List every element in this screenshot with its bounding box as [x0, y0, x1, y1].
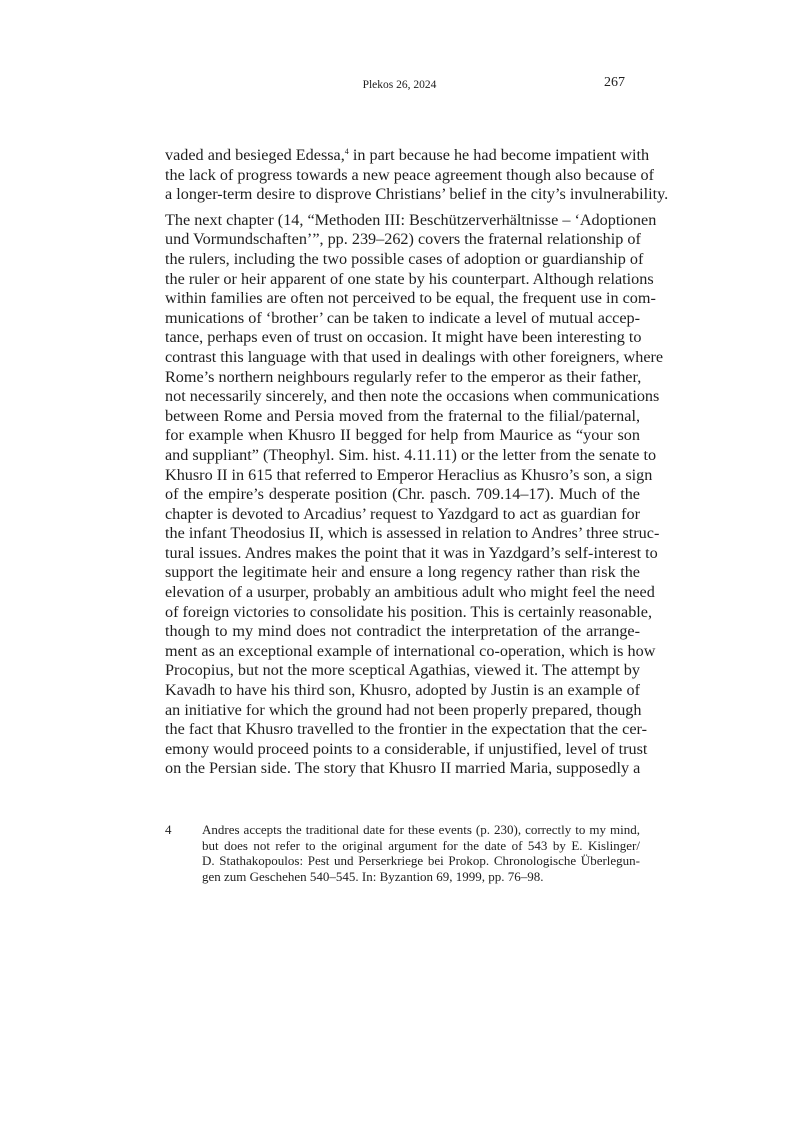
text-line: und Vormundschaften’”, pp. 239–262) covers the fraternal relationship of — [165, 230, 641, 249]
text-span: vaded and besieged Edessa, — [165, 146, 345, 164]
text-line: and suppliant” (Theophyl. Sim. hist. 4.11.11) or the letter from the senate to — [165, 445, 657, 464]
text-line: not necessarily sincerely, and then note the occasions when communications — [165, 387, 660, 406]
footnote-line: D. Stathakopoulos: Pest und Perserkriege bei Prokop. Chronologische Überlegun- — [202, 853, 640, 869]
text-line: the infant Theodosius II, which is assessed in relation to Andres’ three struc- — [165, 524, 660, 543]
text-line: Khusro II in 615 that referred to Emperor Heraclius as Khusro’s son, a sign — [165, 465, 653, 484]
text-line — [165, 146, 650, 166]
text-line: an initiative for which the ground had not been properly prepared, though — [165, 700, 642, 719]
text-span: in part because he had become impatient with — [348, 146, 650, 164]
text-line: a longer-term desire to disprove Christians’ belief in the city’s invulnerability. — [165, 185, 669, 204]
text-line: though to my mind does not contradict the interpretation of the arrange- — [165, 622, 640, 641]
text-line: within families are often not perceived to be equal, the frequent use in com- — [165, 289, 656, 308]
footnote-line: gen zum Geschehen 540–545. In: Byzantion 69, 1999, pp. 76–98. — [202, 868, 544, 884]
text-line: munications of ‘brother’ can be taken to indicate a level of mutual accep- — [165, 308, 640, 327]
footnote-line: but does not refer to the original argument for the date of 543 by E. Kislinger/ — [202, 837, 640, 853]
text-line: support the legitimate heir and ensure a long regency rather than risk the — [165, 563, 640, 582]
text-line: the lack of progress towards a new peace agreement though also because of — [165, 165, 655, 184]
text-line: of the empire’s desperate position (Chr. pasch. 709.14–17). Much of the — [165, 485, 640, 504]
text-line: Procopius, but not the more sceptical Agathias, viewed it. The attempt by — [165, 661, 640, 680]
page-number: 267 — [604, 75, 625, 90]
text-line: tance, perhaps even of trust on occasion. It might have been interesting to — [165, 328, 642, 347]
text-line: the fact that Khusro travelled to the frontier in the expectation that the cer- — [165, 720, 647, 739]
text-line: the rulers, including the two possible cases of adoption or guardianship of — [165, 249, 644, 268]
text-line: between Rome and Persia moved from the fraternal to the filial/paternal, — [165, 406, 640, 425]
text-line: emony would proceed points to a considerable, if unjustified, level of trust — [165, 739, 648, 758]
footnote-ref[interactable]: 4 — [344, 147, 349, 156]
text-line: on the Persian side. The story that Khusro II married Maria, supposedly a — [165, 759, 641, 778]
footnote-number: 4 — [165, 822, 172, 837]
text-line: the ruler or heir apparent of one state by his counterpart. Although relations — [165, 269, 654, 288]
text-line: elevation of a usurper, probably an ambitious adult who might feel the need — [165, 583, 655, 602]
text-line: Kavadh to have his third son, Khusro, adopted by Justin is an example of — [165, 681, 640, 700]
text-line: of foreign victories to consolidate his position. This is certainly reasonable, — [165, 602, 653, 621]
footnote-line: Andres accepts the traditional date for these events (p. 230), correctly to my mind, — [202, 822, 640, 837]
text-line: chapter is devoted to Arcadius’ request to Yazdgard to act as guardian for — [165, 504, 640, 523]
text-line: contrast this language with that used in dealings with other foreigners, where — [165, 347, 664, 366]
text-line: tural issues. Andres makes the point that it was in Yazdgard’s self-interest to — [165, 543, 658, 562]
paragraph-1 — [165, 146, 669, 205]
text-line: for example when Khusro II begged for help from Maurice as “your son — [165, 426, 640, 445]
text-line: Rome’s northern neighbours regularly refer to the emperor as their father, — [165, 367, 642, 386]
text-line: The next chapter (14, “Methoden III: Beschützerverhältnisse – ‘Adoptionen — [165, 210, 657, 229]
footnote-body — [202, 822, 640, 884]
body-text — [165, 146, 669, 779]
paragraph-2 — [165, 210, 664, 779]
text-line: ment as an exceptional example of international co-operation, which is how — [165, 641, 656, 660]
journal-title: Plekos 26, 2024 — [362, 79, 437, 91]
